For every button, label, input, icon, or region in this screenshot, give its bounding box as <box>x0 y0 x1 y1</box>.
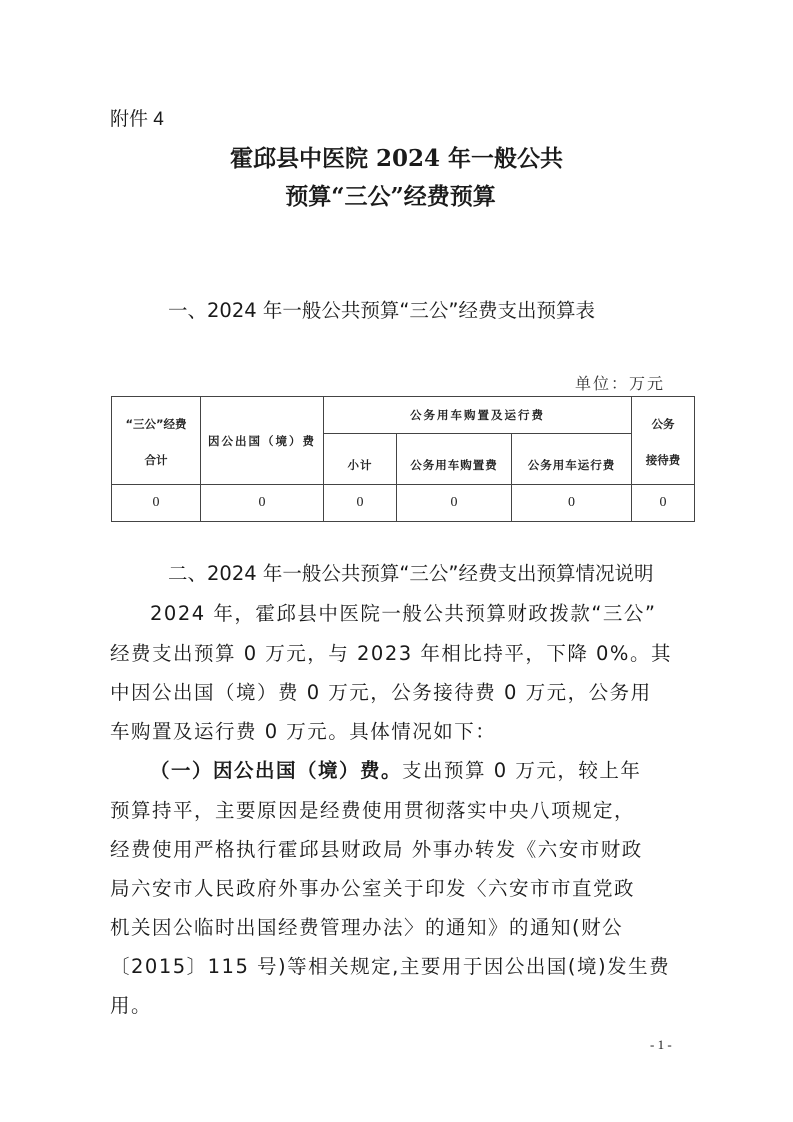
budget-table <box>111 396 695 522</box>
header-total <box>112 397 201 485</box>
header-reception <box>632 397 695 485</box>
cell-overseas: 0 <box>201 485 324 522</box>
document-title-line2: 预算“三公”经费预算 <box>285 183 496 210</box>
item1-line: 经费使用严格执行霍邱县财政局 外事办转发《六安市财政 <box>110 838 643 861</box>
attachment-label: 附件 4 <box>110 109 164 130</box>
table-row <box>112 485 695 522</box>
header-total-line2: 合计 <box>144 452 168 467</box>
header-vehicle-group: 公务用车购置及运行费 <box>324 397 632 434</box>
cell-reception: 0 <box>632 485 695 522</box>
item1-line: 预算持平，主要原因是经费使用贯彻落实中央八项规定， <box>110 799 636 822</box>
header-total-line1: “三公”经费 <box>125 416 187 431</box>
unit-label: 单位：万元 <box>575 374 666 393</box>
item1-rest: 支出预算 0 万元，较上年 <box>402 759 642 782</box>
item1-lead: （一）因公出国（境）费。 <box>150 759 403 782</box>
body-line: 中因公出国（境）费 0 万元，公务接待费 0 万元，公务用 <box>110 681 652 704</box>
header-vehicle-subtotal: 小计 <box>324 434 397 485</box>
section1-heading: 一、2024 年一般公共预算“三公”经费支出预算表 <box>168 299 596 322</box>
header-vehicle-purchase: 公务用车购置费 <box>397 434 512 485</box>
document-title-line1: 霍邱县中医院 2024 年一般公共 <box>229 145 564 172</box>
item1-line: 机关因公临时出国经费管理办法〉的通知》的通知(财公 <box>110 916 624 939</box>
body-line: 经费支出预算 0 万元，与 2023 年相比持平，下降 0%。其 <box>110 642 672 665</box>
header-overseas: 因公出国（境）费 <box>201 397 324 485</box>
body-line: 车购置及运行费 0 万元。具体情况如下： <box>110 720 497 743</box>
cell-vehicle-purchase: 0 <box>397 485 512 522</box>
section2-heading: 二、2024 年一般公共预算“三公”经费支出预算情况说明 <box>168 562 654 585</box>
header-reception-line2: 接待费 <box>645 452 681 467</box>
item1-line: 局六安市人民政府外事办公室关于印发〈六安市市直党政 <box>110 877 636 900</box>
cell-total: 0 <box>112 485 201 522</box>
item1-line: 用。 <box>110 994 153 1017</box>
header-vehicle-operation: 公务用车运行费 <box>512 434 632 485</box>
body-line: 2024 年，霍邱县中医院一般公共预算财政拨款“三公” <box>150 602 657 625</box>
cell-vehicle-subtotal: 0 <box>324 485 397 522</box>
cell-vehicle-operation: 0 <box>512 485 632 522</box>
item1-line: 〔2015〕115 号)等相关规定,主要用于因公出国(境)发生费 <box>110 955 671 978</box>
table-header-row <box>112 397 695 434</box>
header-reception-line1: 公务 <box>651 416 675 431</box>
item1-first-line <box>150 755 641 783</box>
page-number: - 1 - <box>650 1037 672 1052</box>
